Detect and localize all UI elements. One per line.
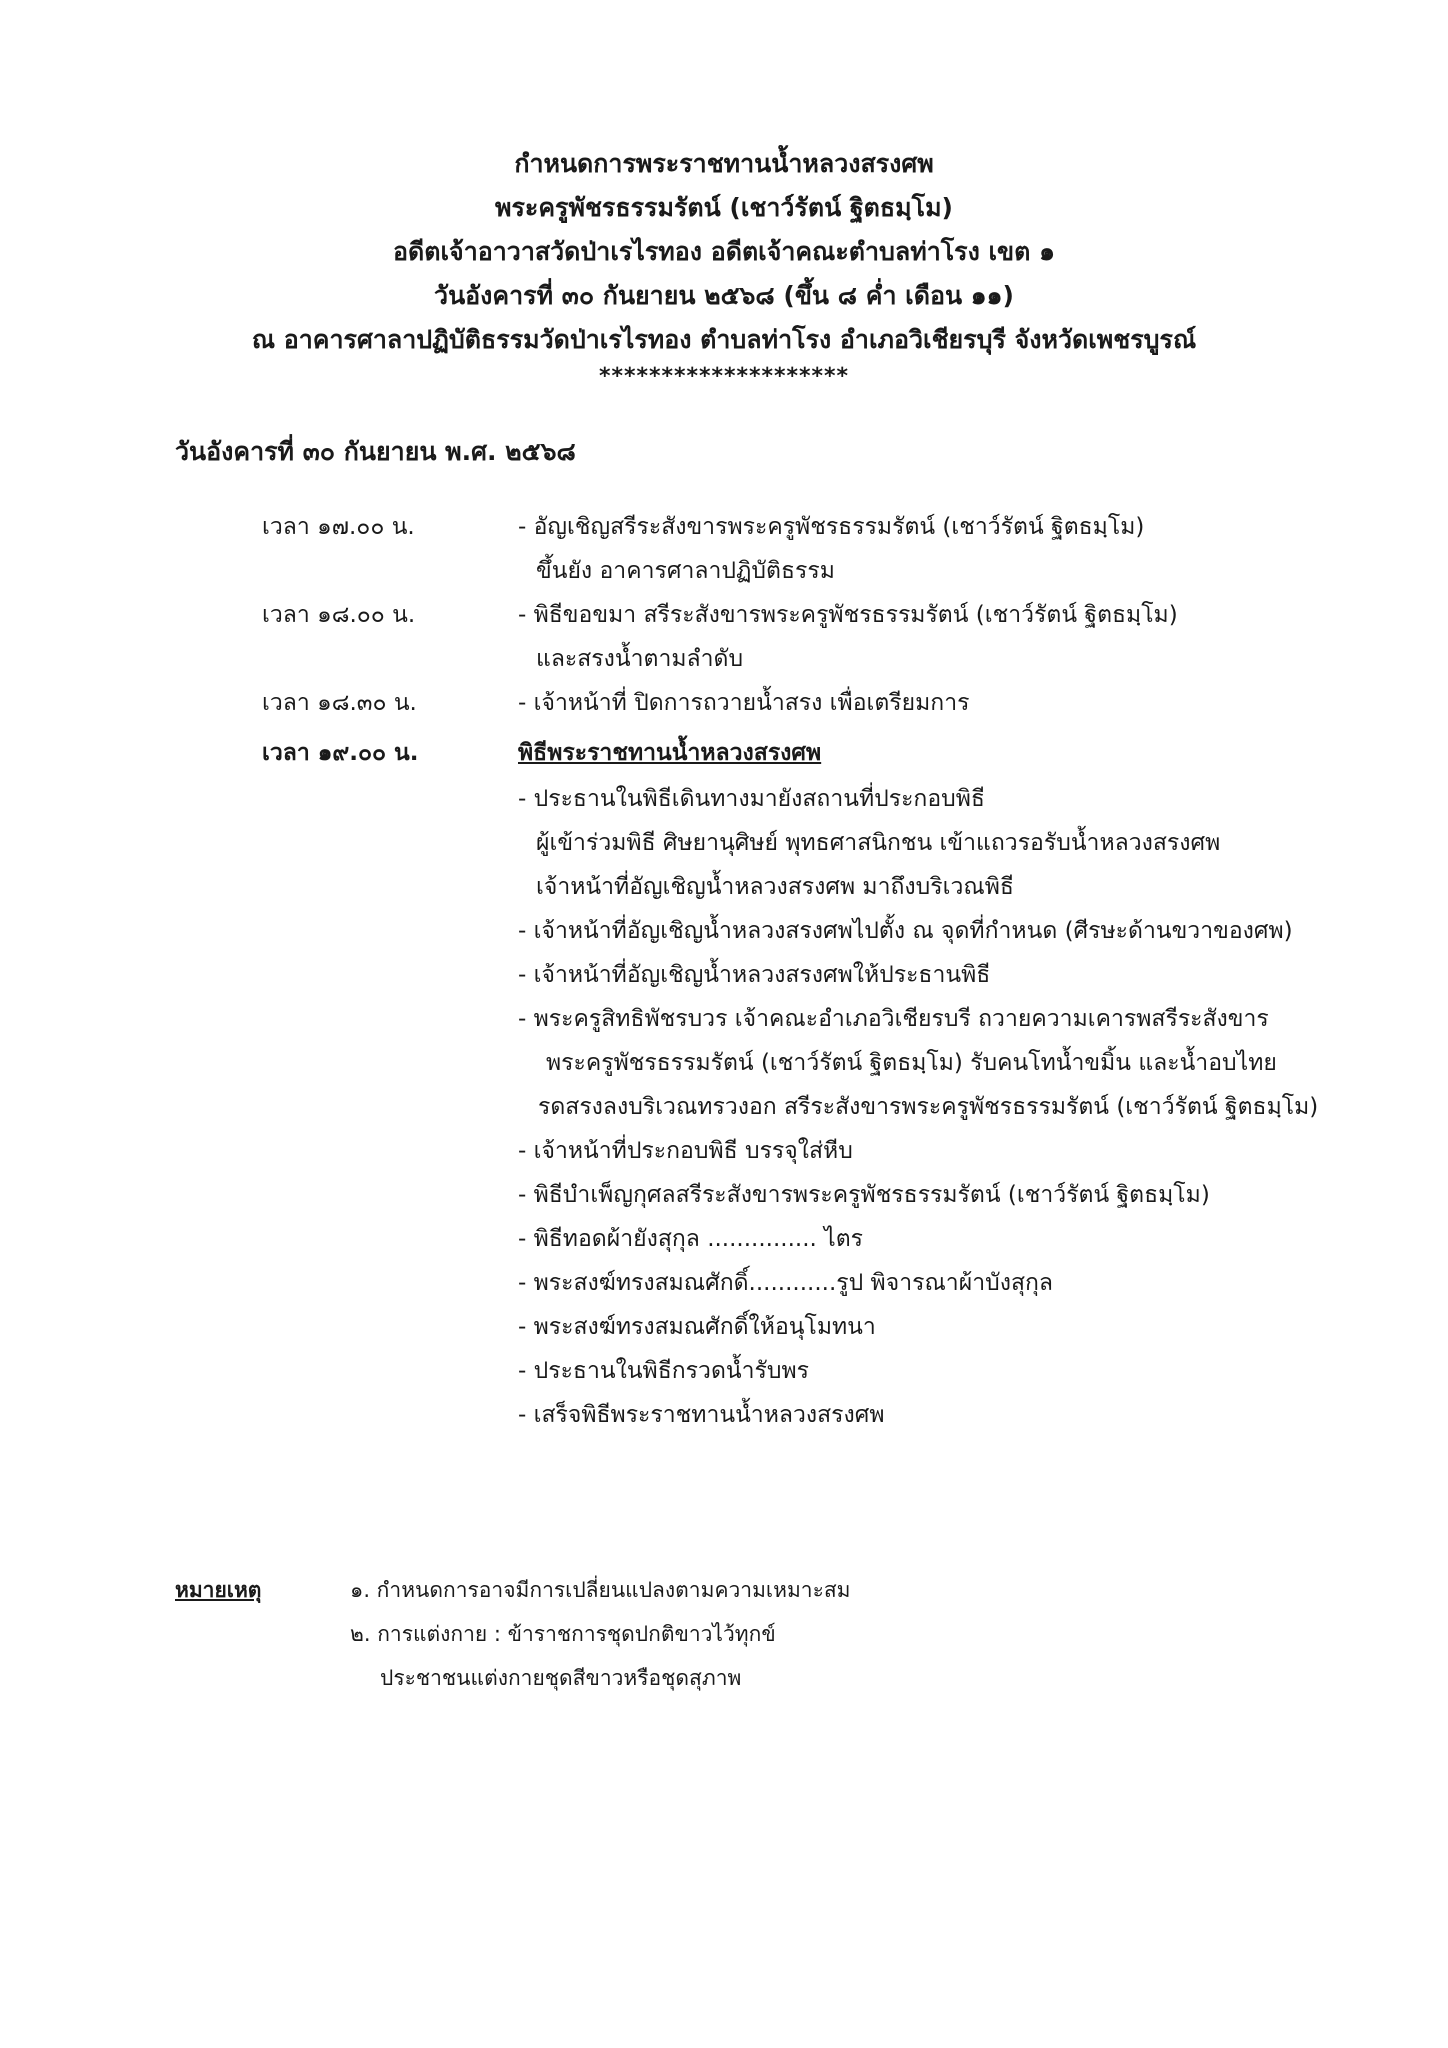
schedule-line: พระครูพัชรธรรมรัตน์ (เชาว์รัตน์ ฐิตธมฺโม) รับคนโทน้ำขมิ้น และน้ำอบไทย <box>546 1050 1277 1076</box>
header-date: วันอังคารที่ ๓๐ กันยายน ๒๕๖๘ (ขึ้น ๘ ค่ำ เดือน ๑๑) <box>434 281 1014 310</box>
schedule-line: ขึ้นยัง อาคารศาลาปฏิบัติธรรม <box>536 558 835 584</box>
header-monk-name: พระครูพัชรธรรมรัตน์ (เชาว์รัตน์ ฐิตธมฺโม) <box>495 193 953 222</box>
schedule-time: เวลา ๑๗.๐๐ น. <box>262 514 415 540</box>
schedule-line: - เสร็จพิธีพระราชทานน้ำหลวงสรงศพ <box>518 1402 885 1428</box>
schedule-line: - เจ้าหน้าที่อัญเชิญน้ำหลวงสรงศพให้ประธานพิธี <box>518 962 991 988</box>
notes-items <box>350 1568 1448 1700</box>
schedule <box>0 505 1448 1437</box>
schedule-entry <box>0 505 1448 593</box>
header-title: กำหนดการพระราชทานน้ำหลวงสรงศพ <box>514 149 934 178</box>
schedule-line: รดสรงลงบริเวณทรวงอก สรีระสังขารพระครูพัชรธรรมรัตน์ (เชาว์รัตน์ ฐิตธมฺโม) <box>538 1094 1319 1120</box>
schedule-line: ผู้เข้าร่วมพิธี ศิษยานุศิษย์ พุทธศาสนิกชน เข้าแถวรอรับน้ำหลวงสรงศพ <box>536 830 1221 856</box>
schedule-line: - ประธานในพิธีกรวดน้ำรับพร <box>518 1358 809 1384</box>
schedule-line: - พระสงฆ์ทรงสมณศักดิ์............รูป พิจารณาผ้าบังสุกุล <box>518 1270 1053 1296</box>
note-item: ๒. การแต่งกาย : ข้าราชการชุดปกติขาวไว้ทุกข์ <box>350 1622 776 1646</box>
schedule-line: - เจ้าหน้าที่ ปิดการถวายน้ำสรง เพื่อเตรียมการ <box>518 690 970 716</box>
schedule-entry <box>0 731 1448 1437</box>
notes-section <box>0 1568 1448 1700</box>
schedule-description <box>518 593 1448 681</box>
schedule-line: - อัญเชิญสรีระสังขารพระครูพัชรธรรมรัตน์ (เชาว์รัตน์ ฐิตธมฺโม) <box>518 514 1145 540</box>
schedule-line: - พิธีทอดผ้ายังสุกุล ............... ไตร <box>518 1226 864 1252</box>
header-position: อดีตเจ้าอาวาสวัดป่าเรไรทอง อดีตเจ้าคณะตำบลท่าโรง เขต ๑ <box>393 237 1055 266</box>
schedule-line: - เจ้าหน้าที่ประกอบพิธี บรรจุใส่หีบ <box>518 1138 853 1164</box>
header-venue: ณ อาคารศาลาปฏิบัติธรรมวัดป่าเรไรทอง ตำบลท่าโรง อำเภอวิเชียรบุรี จังหวัดเพชรบูรณ์ <box>251 325 1197 354</box>
schedule-time: เวลา ๑๙.๐๐ น. <box>262 740 419 766</box>
schedule-line: - เจ้าหน้าที่อัญเชิญน้ำหลวงสรงศพไปตั้ง ณ จุดที่กำหนด (ศีรษะด้านขวาของศพ) <box>518 918 1293 944</box>
schedule-line: - พระสงฆ์ทรงสมณศักดิ์ให้อนุโมทนา <box>518 1314 876 1340</box>
header-divider: ******************** <box>598 364 850 389</box>
ceremony-title: พิธีพระราชทานน้ำหลวงสรงศพ <box>518 740 822 766</box>
schedule-date-heading: วันอังคารที่ ๓๐ กันยายน พ.ศ. ๒๕๖๘ <box>175 437 576 466</box>
schedule-description <box>518 681 1448 725</box>
note-item-continuation: ประชาชนแต่งกายชุดสีขาวหรือชุดสุภาพ <box>380 1666 742 1690</box>
schedule-description <box>518 731 1448 1437</box>
schedule-line: เจ้าหน้าที่อัญเชิญน้ำหลวงสรงศพ มาถึงบริเวณพิธี <box>536 874 1014 900</box>
schedule-entry <box>0 681 1448 725</box>
schedule-line: และสรงน้ำตามลำดับ <box>536 646 744 672</box>
schedule-line: - พิธีขอขมา สรีระสังขารพระครูพัชรธรรมรัตน์ (เชาว์รัตน์ ฐิตธมฺโม) <box>518 602 1178 628</box>
schedule-line: - ประธานในพิธีเดินทางมายังสถานที่ประกอบพิธี <box>518 786 985 812</box>
schedule-time: เวลา ๑๘.๐๐ น. <box>262 602 416 628</box>
schedule-entry <box>0 593 1448 681</box>
schedule-line: - พิธีบำเพ็ญกุศลสรีระสังขารพระครูพัชรธรรมรัตน์ (เชาว์รัตน์ ฐิตธมฺโม) <box>518 1182 1210 1208</box>
note-item: ๑. กำหนดการอาจมีการเปลี่ยนแปลงตามความเหมาะสม <box>350 1578 851 1602</box>
document-header <box>0 142 1448 392</box>
schedule-line: - พระครูสิทธิพัชรบวร เจ้าคณะอำเภอวิเชียรบรี ถวายความเคารพสรีระสังขาร <box>518 1006 1269 1032</box>
notes-label: หมายเหตุ <box>175 1578 262 1602</box>
schedule-time: เวลา ๑๘.๓๐ น. <box>262 690 417 716</box>
schedule-description <box>518 505 1448 593</box>
